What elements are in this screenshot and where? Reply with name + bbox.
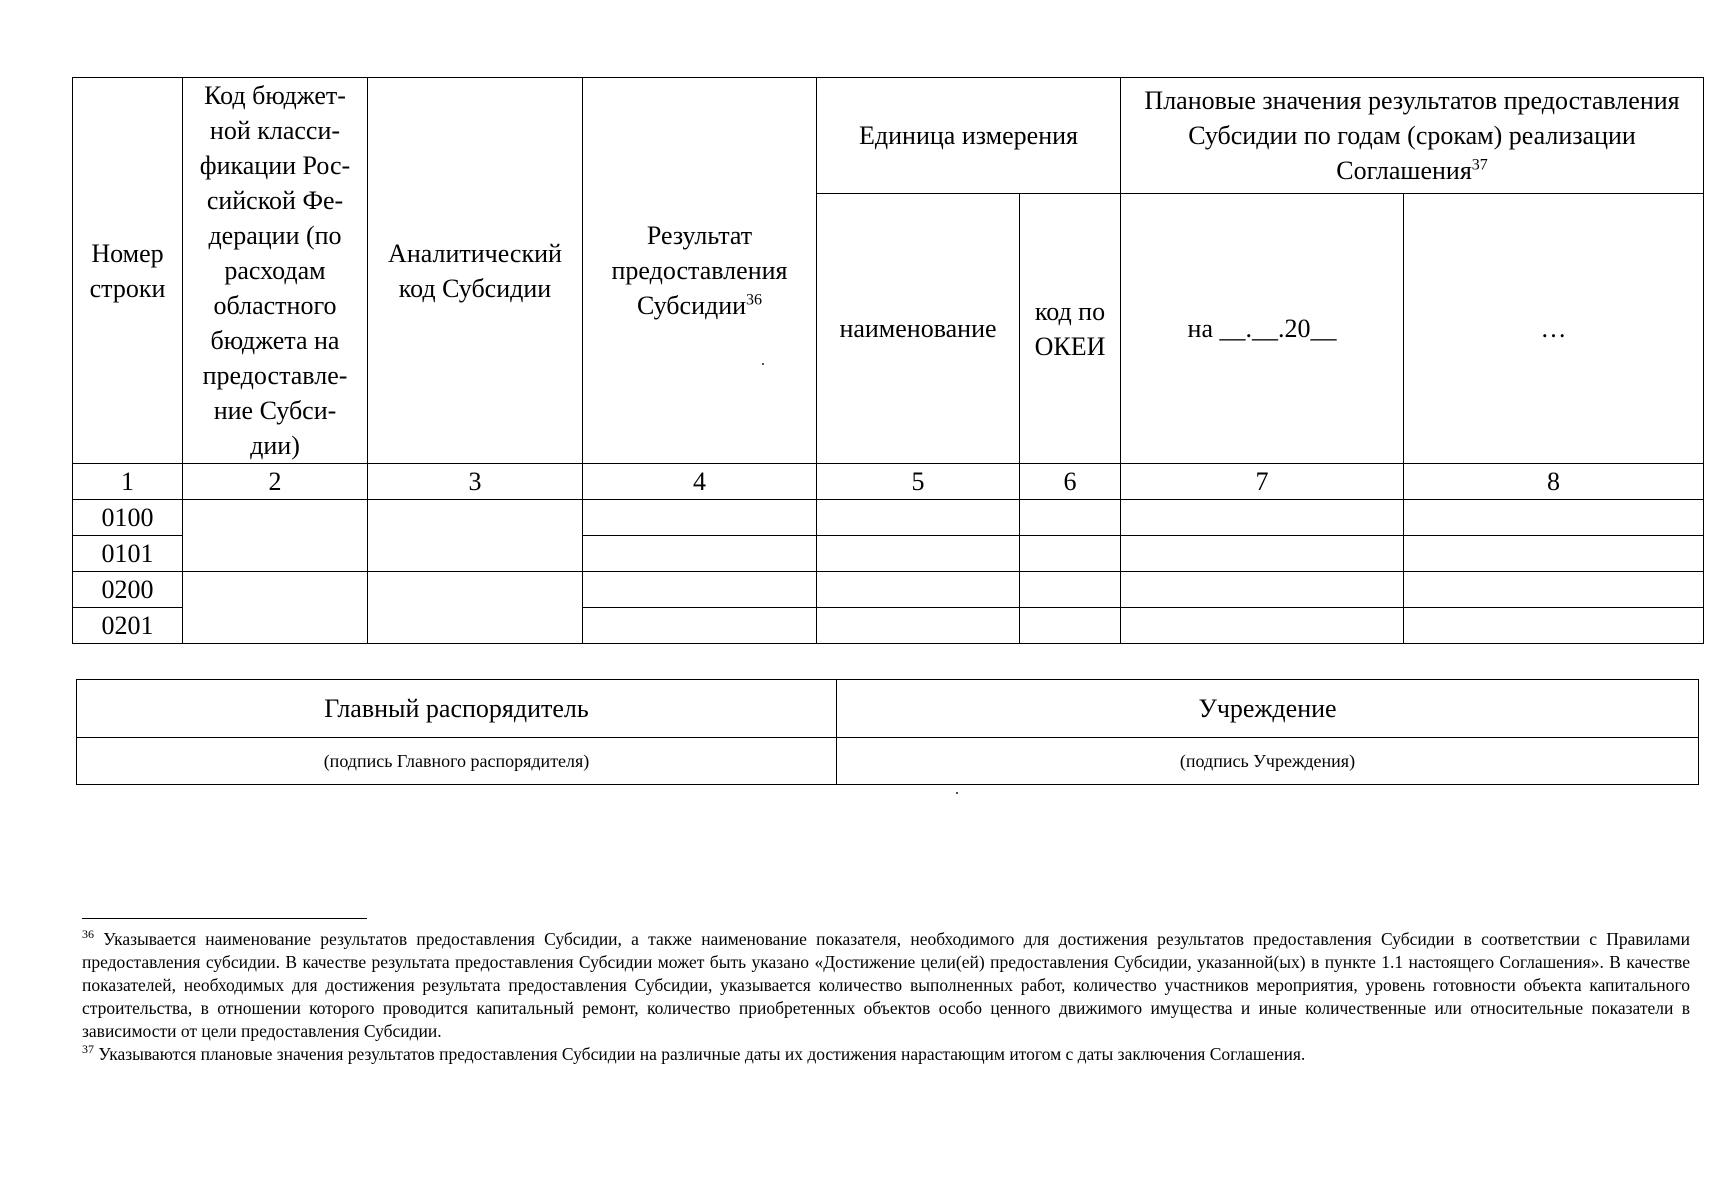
column-number: 5 [817, 464, 1020, 500]
header-unit-name: наименование [817, 194, 1020, 464]
footnote-mark: 37 [82, 1042, 94, 1057]
column-number: 6 [1020, 464, 1121, 500]
column-number: 7 [1121, 464, 1404, 500]
footnote-ref-36: 36 [746, 291, 763, 309]
cell-date-value[interactable] [1121, 536, 1404, 572]
footnote-ref-37: 37 [1471, 156, 1488, 174]
cell-date-value[interactable] [1121, 608, 1404, 644]
footnote-separator [82, 918, 367, 919]
signature-table [76, 679, 1699, 785]
cell-result[interactable] [583, 500, 817, 536]
signature-field-main-manager[interactable] [77, 738, 837, 785]
cell-unit-name[interactable] [817, 608, 1020, 644]
signer-role-main-manager: Главный распорядитель [77, 680, 837, 738]
cell-result[interactable] [583, 536, 817, 572]
cell-unit-name[interactable] [817, 536, 1020, 572]
column-number: 8 [1404, 464, 1704, 500]
header-row-number: Номер строки [73, 78, 183, 464]
header-more-column: … [1404, 194, 1704, 464]
table-row [73, 500, 1704, 536]
cell-unit-code[interactable] [1020, 572, 1121, 608]
cell-more-value[interactable] [1404, 572, 1704, 608]
footnote-37 [82, 1043, 1690, 1066]
header-date-column: на __.__.20__ [1121, 194, 1404, 464]
column-number: 1 [73, 464, 183, 500]
footnote-text: Указываются плановые значения результатов предоставления Субсидии на различные даты их достижения нарастающим итогом с даты заключения Соглашения. [98, 1044, 1306, 1064]
column-number: 3 [368, 464, 583, 500]
cell-unit-code[interactable] [1020, 608, 1121, 644]
cell-more-value[interactable] [1404, 500, 1704, 536]
results-table [72, 77, 1704, 644]
cell-result[interactable] [583, 572, 817, 608]
cell-unit-name[interactable] [817, 572, 1020, 608]
cell-more-value[interactable] [1404, 536, 1704, 572]
header-result [583, 78, 817, 464]
table-row [73, 572, 1704, 608]
header-result-label: Результат предоставления Субсидии [611, 221, 788, 320]
cell-unit-name[interactable] [817, 500, 1020, 536]
header-budget-code: Код бюджет-ной класси-фикации Рос-сийской Фе-дерации (по расходам областного бюджета на предоставле-ние Субси-дии) [183, 78, 368, 464]
cell-budget-code[interactable] [183, 500, 368, 572]
cell-budget-code[interactable] [183, 572, 368, 644]
cell-analytic-code[interactable] [368, 572, 583, 644]
header-unit-code: код по ОКЕИ [1020, 194, 1121, 464]
footnotes [82, 928, 1690, 1066]
footnote-36 [82, 928, 1690, 1043]
footnote-mark: 36 [82, 927, 94, 942]
row-code: 0101 [73, 536, 183, 572]
row-code: 0200 [73, 572, 183, 608]
cell-unit-code[interactable] [1020, 536, 1121, 572]
scan-speck [956, 792, 958, 794]
header-planned-label: Плановые значения результатов предоставления Субсидии по годам (срокам) реализации Соглашения [1144, 86, 1680, 186]
cell-result[interactable] [583, 608, 817, 644]
header-planned [1121, 78, 1704, 194]
cell-more-value[interactable] [1404, 608, 1704, 644]
column-number: 2 [183, 464, 368, 500]
cell-unit-code[interactable] [1020, 500, 1121, 536]
header-analytic-code: Аналитический код Субсидии [368, 78, 583, 464]
header-unit: Единица измерения [817, 78, 1121, 194]
row-code: 0201 [73, 608, 183, 644]
cell-date-value[interactable] [1121, 500, 1404, 536]
column-number: 4 [583, 464, 817, 500]
signature-field-institution[interactable] [837, 738, 1699, 785]
signature-caption: (подпись Главного распорядителя) [323, 750, 590, 771]
cell-date-value[interactable] [1121, 572, 1404, 608]
footnote-text: Указывается наименование результатов предоставления Субсидии, а также наименование показателя, необходимого для достижения результатов предоставления Субсидии в соответствии с Правилами предоставления субсидии. В качестве результата предоставления Субсидии может быть указано «Достижение цели(ей) предоставления Субсидии, указанной(ых) в пункте 1.1 настоящего Соглашения». В качестве показателей, необходимых для достижения результата предоставления Субсидии, указывается количество выполненных работ, количество участников мероприятия, уровень готовности объекта капитального строительства, в отношении которого проводится капитальный ремонт, количество приобретенных объектов особо ценного движимого имущества и иные количественные или относительные показатели в зависимости от цели предоставления Субсидии. [82, 929, 1690, 1041]
signer-role-institution: Учреждение [837, 680, 1699, 738]
cell-analytic-code[interactable] [368, 500, 583, 572]
scan-speck [762, 363, 764, 365]
signature-caption: (подпись Учреждения) [1179, 750, 1356, 771]
row-code: 0100 [73, 500, 183, 536]
